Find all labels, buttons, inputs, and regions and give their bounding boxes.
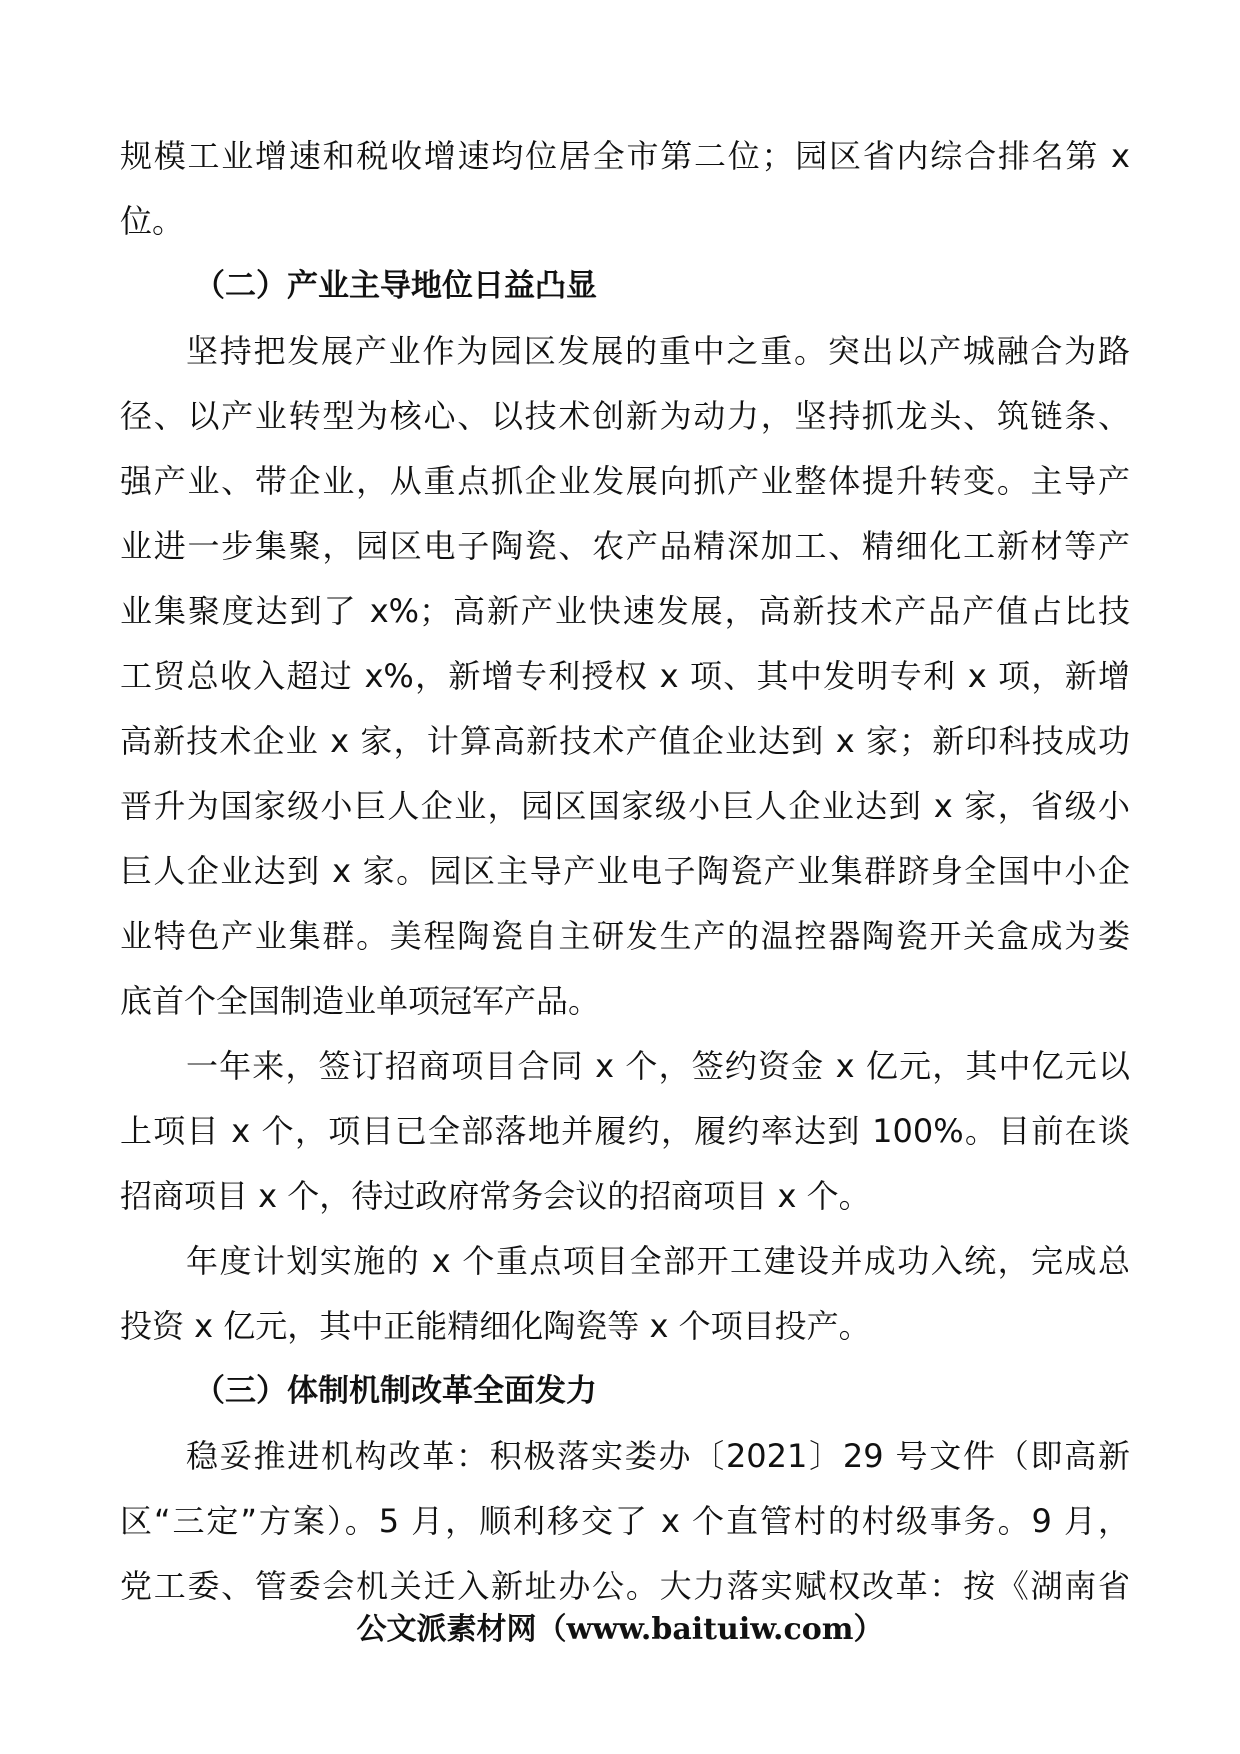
text-line: 业特色产业集群。美程陶瓷自主研发生产的温控器陶瓷开关盒成为娄: [120, 917, 1130, 955]
text-line: 工贸总收入超过 x%，新增专利授权 x 项、其中发明专利 x 项，新增: [120, 657, 1130, 695]
text-line: 上项目 x 个，项目已全部落地并履约，履约率达到 100%。目前在谈: [120, 1112, 1130, 1150]
text-line: 晋升为国家级小巨人企业，园区国家级小巨人企业达到 x 家，省级小: [120, 787, 1130, 825]
text-line: 党工委、管委会机关迁入新址办公。大力落实赋权改革：按《湖南省: [120, 1567, 1130, 1605]
paragraph-first-line: 稳妥推进机构改革：积极落实娄办〔2021〕29 号文件（即高新: [186, 1437, 1130, 1475]
text-line: 规模工业增速和税收增速均位居全市第二位；园区省内综合排名第 x: [120, 137, 1130, 175]
text-line: 底首个全国制造业单项冠军产品。: [120, 982, 601, 1020]
document-body: [120, 124, 1130, 1619]
text-line: 业集聚度达到了 x%；高新产业快速发展，高新技术产品产值占比技: [120, 592, 1130, 630]
text-line: 径、以产业转型为核心、以技术创新为动力，坚持抓龙头、筑链条、: [120, 397, 1130, 435]
text-line: 区“三定”方案）。5 月，顺利移交了 x 个直管村的村级事务。9 月，: [120, 1502, 1130, 1540]
paragraph-first-line: 年度计划实施的 x 个重点项目全部开工建设并成功入统，完成总: [186, 1242, 1130, 1280]
paragraph-first-line: 坚持把发展产业作为园区发展的重中之重。突出以产城融合为路: [186, 332, 1130, 370]
footer-watermark: 公文派素材网（www.baituiw.com）: [356, 1612, 884, 1647]
section-heading: （三）体制机制改革全面发力: [194, 1373, 597, 1409]
text-line: 强产业、带企业，从重点抓企业发展向抓产业整体提升转变。主导产: [120, 462, 1130, 500]
text-line: 位。: [120, 202, 185, 240]
text-line: 高新技术企业 x 家，计算高新技术产值企业达到 x 家；新印科技成功: [120, 722, 1130, 760]
text-line: 投资 x 亿元，其中正能精细化陶瓷等 x 个项目投产。: [120, 1307, 871, 1345]
text-line: 招商项目 x 个，待过政府常务会议的招商项目 x 个。: [120, 1177, 871, 1215]
section-heading: （二）产业主导地位日益凸显: [194, 268, 597, 304]
text-line: 巨人企业达到 x 家。园区主导产业电子陶瓷产业集群跻身全国中小企: [120, 852, 1130, 890]
paragraph-first-line: 一年来，签订招商项目合同 x 个，签约资金 x 亿元，其中亿元以: [186, 1047, 1130, 1085]
text-line: 业进一步集聚，园区电子陶瓷、农产品精深加工、精细化工新材等产: [120, 527, 1130, 565]
